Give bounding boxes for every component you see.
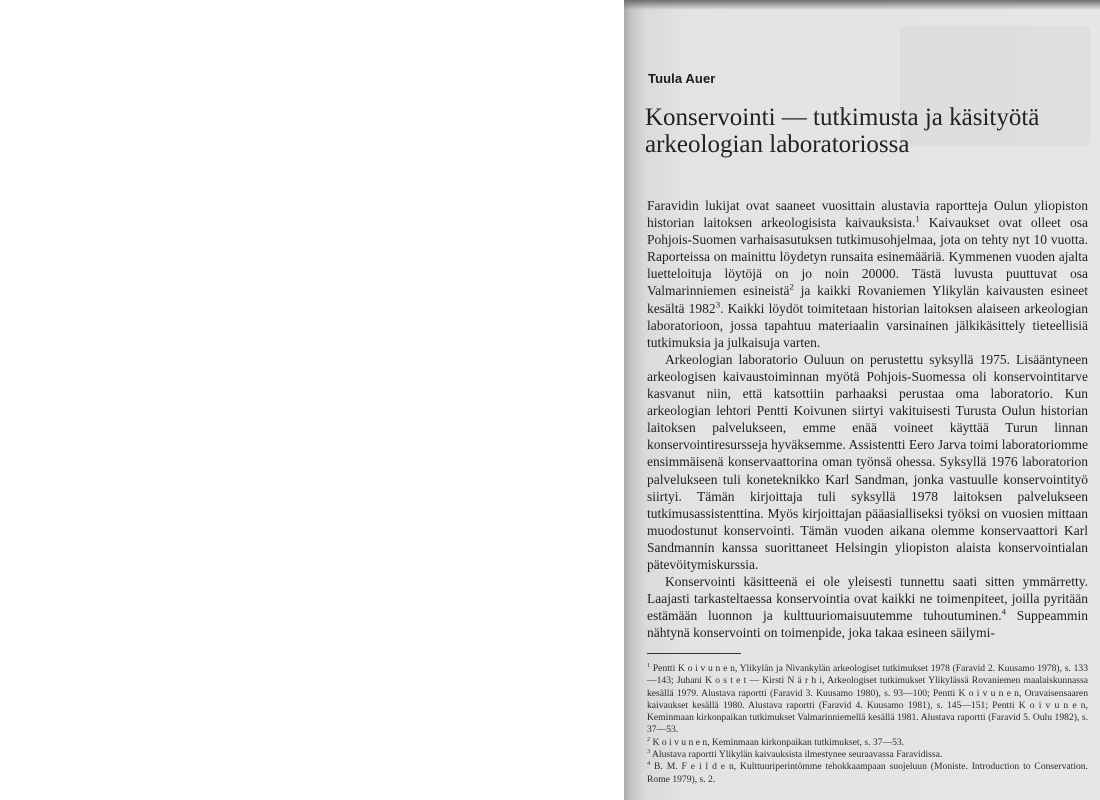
footnote-text: K o i v u n e n, Keminmaan kirkonpaikan tutkimukset, s. 37—53. bbox=[650, 736, 905, 748]
footnote-number: 1 bbox=[647, 661, 651, 669]
text-run: Kaivaukset ovat olleet osa Pohjois-Suomen varhaisasutuksen tutkimusohjelmaa, jota on tehty nyt 10 vuotta. Raporteissa on mainittu löydetyn runsaita esinemääriä. Kymmenen vuoden ajalta luetteloituja löytöjä on jo noin 20000. Tästä luvusta puuttuvat osa Valmarinniemen esineistä bbox=[647, 215, 1088, 299]
footnote bbox=[647, 737, 1088, 749]
text-run: Faravidin lukijat ovat saaneet vuosittain alustavia raportteja Oulun yliopiston historian laitoksen arkeologisista kaivauksista. bbox=[647, 198, 1088, 231]
footnote-number: 4 bbox=[647, 760, 651, 768]
paragraph bbox=[647, 351, 1088, 573]
article-page bbox=[624, 0, 1100, 800]
footnote-text: B. M. F e i l d e n, Kulttuuriperintömme tehokkaampaan suojeluun (Moniste. Introduction to Conservation. Rome 1979), s. 2. bbox=[647, 761, 1088, 785]
footnote-ref: 1 bbox=[915, 213, 920, 224]
text-run: ja kaikki Rovaniemen Ylikylän kaivausten esineet kesältä 1982 bbox=[647, 283, 1088, 316]
footnote bbox=[647, 663, 1088, 737]
footnote-ref: 4 bbox=[1001, 606, 1006, 617]
text-run: Suppeammin nähtynä konservointi on toimenpide, joka takaa esineen säilymi- bbox=[647, 608, 1088, 641]
text-run: Arkeologian laboratorio Ouluun on perustettu syksyllä 1975. Lisääntyneen arkeologisen kaivaustoiminnan myötä Pohjois-Suomessa oli konservointitarve kasvanut niin, että katsottiin parhaaksi perustaa oma laboratorio. Kun arkeologian lehtori Pentti Koivunen siirtyi vakituisesti Turusta Oulun historian laitoksen palvelukseen, emme enää voineet käyttää Turun linnan konservointiresursseja hyväksemme. Assistentti Eero Jarva toimi laboratoriomme ensimmäisenä konservaattorina oman työnsä ohessa. Syksyllä 1976 laboratorion palvelukseen tuli koneteknikko Karl Sandman, jonka vastuulle konservointityö siirtyi. Tämän kirjoittaja tuli syksyllä 1978 laitoksen palvelukseen tutkimusassistenttina. Myös kirjoittajan pääasialliseksi työksi on vuosien mittaan muodostunut konservointi. Tämän vuoden aikana olemme konservaattori Karl Sandmannin kanssa suorittaneet Helsingin yliopiston alaista konservointialan pätevöitymiskurssia. bbox=[647, 351, 1088, 572]
footnote-ref: 2 bbox=[789, 281, 794, 292]
scan-shadow bbox=[624, 0, 1100, 10]
footnote-text: Pentti K o i v u n e n, Ylikylän ja Nivankylän arkeologiset tutkimukset 1978 (Faravid 2. Kuusamo 1978), s. 133—143; Juhani K o s t e t — Kirsti N ä r h i, Arkeologiset tutkimukset Ylikylässä Rovaniemen maalaiskunnassa kesällä 1979. Alustava raportti (Faravid 3. Kuusamo 1980), s. 93—100; Pentti K o i v u n e n, Oravaisensaaren kaivaukset kesällä 1980. Alustava raportti (Faravid 4. Kuusamo 1981), s. 145—151; Pentti K o i v u n e n, Keminmaan kirkonpaikan tutkimukset Valmarinniemellä kesällä 1981. Alustava raportti (Faravid 5. Oulu 1982), s. 37—53. bbox=[647, 663, 1088, 736]
footnote-number: 2 bbox=[647, 735, 651, 743]
article-title bbox=[645, 104, 1085, 158]
footnote bbox=[647, 749, 1088, 761]
title-line-2: arkeologian laboratoriossa bbox=[645, 131, 910, 158]
footnote-text: Alustava raportti Ylikylän kaivauksista ilmestynee seuraavassa Faravidissa. bbox=[650, 749, 943, 761]
article-body bbox=[647, 197, 1088, 641]
text-run: . Kaikki löydöt toimitetaan historian laitoksen alaiseen arkeologian laboratorioon, jossa tapahtuu materiaalin varsinainen jälkikäsittely tieteellisiä tutkimuksia ja julkaisuja varten. bbox=[647, 300, 1089, 350]
title-line-1: Konservointi — tutkimusta ja käsityötä bbox=[645, 104, 1040, 131]
footnotes bbox=[647, 663, 1088, 786]
footnote-number: 3 bbox=[647, 747, 651, 755]
paragraph bbox=[647, 197, 1088, 351]
paragraph bbox=[647, 573, 1088, 641]
text-run: Konservointi käsitteenä ei ole yleisesti tunnettu saati sitten ymmärretty. Laajasti tarkasteltaessa konservointia ovat kaikki ne toimenpiteet, joilla pyritään estämään luonnon ja kulttuuriomaisuutemme tuhoutuminen. bbox=[647, 574, 1088, 624]
footnote-ref: 3 bbox=[715, 299, 721, 310]
footnote-rule bbox=[647, 653, 741, 654]
author-name: Tuula Auer bbox=[648, 71, 716, 86]
footnote bbox=[647, 761, 1088, 786]
